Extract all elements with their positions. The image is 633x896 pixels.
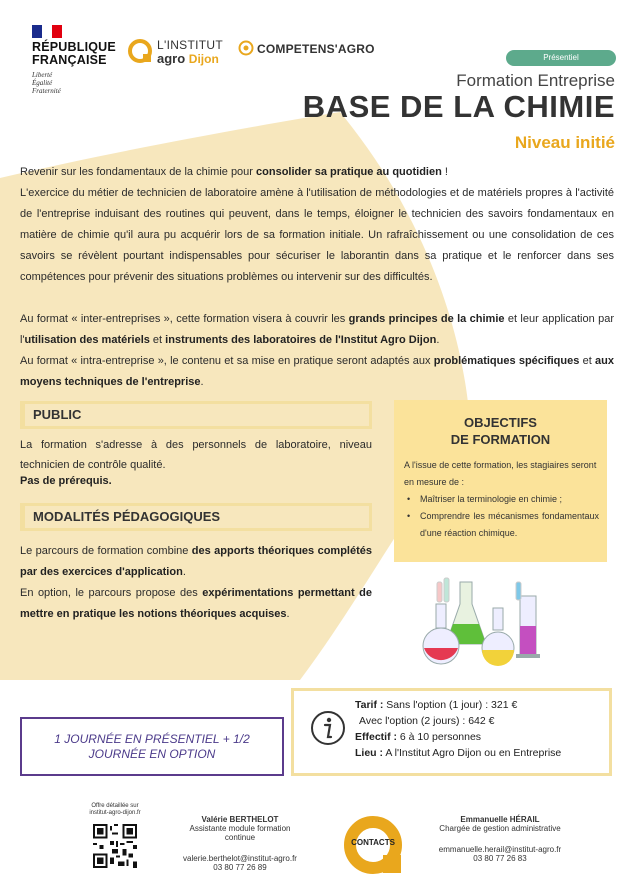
lab-flasks-illustration (420, 574, 550, 666)
list-item: • Comprendre les mécanismes fondamentaux d'une réaction chimique. (404, 508, 599, 542)
effectif-line: Effectif : 6 à 10 personnes (355, 731, 482, 743)
competens-agro-logo-icon (238, 40, 254, 56)
french-flag-icon (32, 25, 62, 38)
objectifs-box (394, 400, 607, 562)
contact-phone: 03 80 77 26 83 (473, 854, 527, 863)
contact-berthelot: Valérie BERTHELOT Assistante module formation continue valerie.berthelot@institut-agro.fr 03 80 77 26 89 (170, 815, 310, 872)
public-heading: PUBLIC (20, 401, 372, 429)
modalites-text: Le parcours de formation combine des apports théoriques complétés par des exercices d'application. En option, le parcours propose des expérimentations permettant de mettre en pratique les notions théoriques acquises. (20, 545, 373, 620)
qr-code[interactable] (93, 824, 137, 868)
contact-phone: 03 80 77 26 89 (213, 863, 267, 872)
institut-agro-name: L'INSTITUT (157, 38, 223, 52)
duration-box: 1 JOURNÉE EN PRÉSENTIEL + 1/2 JOURNÉE EN OPTION (20, 717, 284, 776)
objectifs-list (404, 491, 599, 542)
contacts-label: CONTACTS (351, 838, 395, 847)
qr-caption: Offre détaillée sur institut-agro-dijon.fr (89, 803, 141, 816)
info-icon (310, 710, 346, 746)
lieu-line: Lieu : A l'Institut Agro Dijon ou en Entreprise (355, 747, 562, 759)
contact-email[interactable]: valerie.berthelot@institut-agro.fr (183, 854, 297, 863)
page-title: BASE DE LA CHIMIE (302, 89, 615, 124)
intra-entreprise-paragraph: Au format « intra-entreprise », le contenu et sa mise en pratique seront adaptés aux problématiques spécifiques et aux moyens techniques de l'entreprise. (20, 355, 614, 388)
institut-agro-subname: agro Dijon (157, 51, 219, 66)
inter-entreprises-paragraph: Au format « inter-entreprises », cette formation visera à couvrir les grands principes de la chimie et leur application par l'utilisation des matériels et instruments des laboratoires de l'Institut Agro Dijon. (20, 313, 614, 346)
republic-motto: Liberté Égalité Fraternité (32, 71, 61, 95)
tarif-option-line: Avec l'option (2 jours) : 642 € (359, 715, 495, 727)
modalites-heading: MODALITÉS PÉDAGOGIQUES (20, 503, 372, 531)
contact-herail: Emmanuelle HÉRAIL Chargée de gestion administrative emmanuelle.herail@institut-agro.fr 03 80 77 26 83 (425, 815, 575, 863)
formation-type: Formation Entreprise (456, 71, 615, 90)
intro-lead: Revenir sur les fondamentaux de la chimie pour consolider sa pratique au quotidien ! (20, 166, 448, 178)
republique-francaise-logo: RÉPUBLIQUE FRANÇAISE (32, 40, 116, 67)
info-details (355, 697, 561, 761)
objectifs-heading: OBJECTIFS DE FORMATION (450, 415, 551, 447)
tarif-line: Tarif : Sans l'option (1 jour) : 321 € (355, 699, 518, 711)
presentiel-badge: Présentiel (506, 50, 616, 66)
objectifs-intro: A l'issue de cette formation, les stagiaires seront en mesure de : (404, 460, 597, 487)
level-label: Niveau initié (514, 133, 615, 152)
competens-agro-name: COMPETENS'AGRO (257, 42, 375, 56)
intro-paragraph: L'exercice du métier de technicien de laboratoire amène à l'utilisation de méthodologies et de matériels propres à l'activité de l'entreprise induisant des routines qui peuvent, dans le temps, éloigner le technicien des savoirs fondamentaux en matière de chimie qu'il aura pu acquérir lors de sa formation initiale. Un rafraîchissement ou une consolidation de ces savoirs se révèlent pourtant indispensables pour sécuriser le laborantin dans sa pratique et le renforcer dans ses compétences pour prévenir des situations problèmes ou intervenir sur des difficultés. (20, 187, 614, 283)
public-text: La formation s'adresse à des personnels de laboratoire, niveau technicien de contrôle qualité. (20, 439, 372, 471)
contact-email[interactable]: emmanuelle.herail@institut-agro.fr (438, 845, 562, 854)
institut-agro-logo-icon (127, 38, 153, 64)
prerequisites: Pas de prérequis. (20, 475, 112, 487)
list-item: • Maîtriser la terminologie en chimie ; (404, 491, 599, 508)
